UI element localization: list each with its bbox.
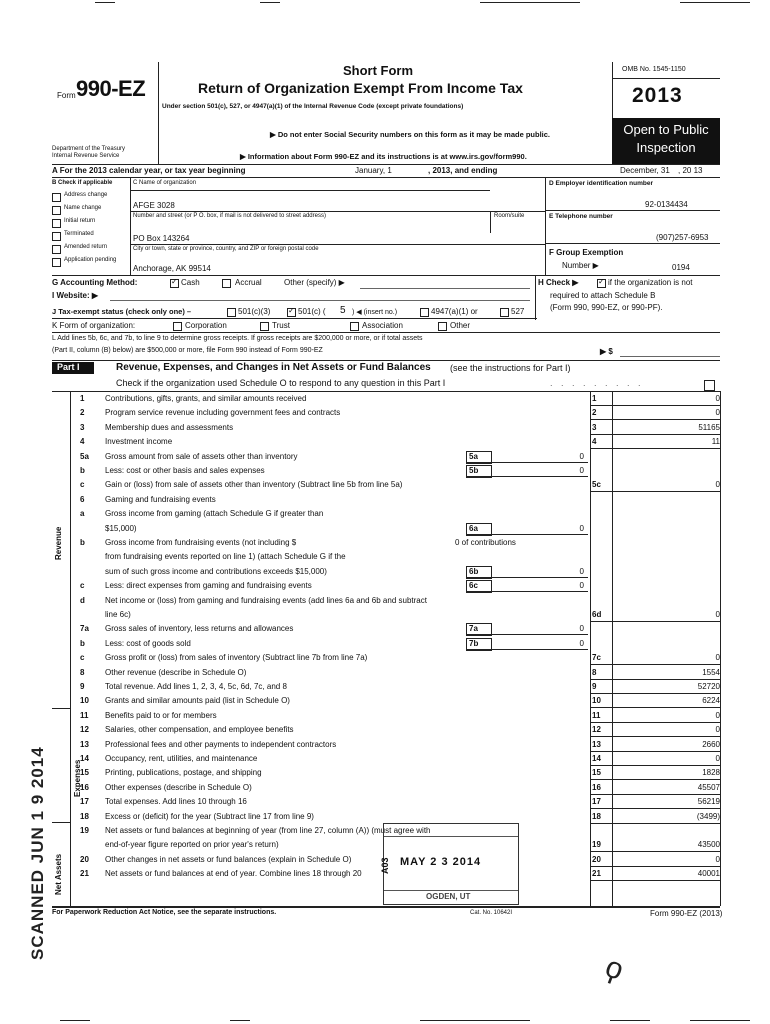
line-rule [590,621,720,622]
section-b-item-label: Name change [64,205,102,211]
tax-exempt-label: J Tax-exempt status (check only one) – [52,307,192,316]
part1-line [70,768,720,779]
part1-line [70,668,720,679]
received-stamp [380,823,519,905]
part1-tag-text: Part I [57,362,80,372]
inner-amount-field[interactable]: 0 [579,624,584,634]
line-amount-field[interactable]: 43500 [697,840,720,850]
part1-line [70,452,720,463]
group-exemption-number[interactable]: 0194 [672,263,690,272]
line-number: 5a [80,451,89,461]
inner-box-label: 6b [466,566,492,579]
open-public-label: Open to Public [623,122,709,137]
line-label: Gross income from gaming (attach Schedule G if greater than [105,509,324,519]
line-amount-field[interactable]: 11 [711,437,720,447]
section-b-item-label: Application pending [64,257,117,263]
schedule-b-checkbox[interactable] [597,279,606,288]
cash-label: Cash [181,278,200,287]
line-amount-field[interactable]: 2660 [702,739,720,749]
inner-amount-field[interactable]: 0 [579,566,584,576]
accounting-method-label: G Accounting Method: [52,278,138,287]
line-label: Membership dues and assessments [105,422,234,432]
stamp-code: A03 [380,857,390,874]
inner-amount-field[interactable]: 0 [579,638,584,648]
group-exemption-label: F Group Exemption [549,248,624,257]
line-box-label: 6d [592,610,602,619]
line-amount-field[interactable]: 0 [715,854,720,864]
part1-line [70,524,720,535]
line-label-tail: 0 of contributions [455,538,516,547]
section-b-item-label: Terminated [64,231,94,237]
row-l-line1: L Add lines 5b, 6c, and 7b, to line 9 to determine gross receipts. If gross receipts are $200,000 or more, or if total assets [52,335,423,342]
tax-year-end[interactable]: December, 31 [620,166,670,175]
stamp-city: OGDEN, UT [426,892,471,901]
line-box-label: 20 [592,854,601,864]
association-checkbox[interactable] [350,322,359,331]
expenses-side-label: Expenses [73,759,82,797]
501c-number[interactable]: 5 [340,305,346,316]
line-label: Less: direct expenses from gaming and fundraising events [105,581,312,591]
line-number: 15 [80,768,89,778]
501c3-label: 501(c)(3) [238,307,271,316]
line-number: b [80,538,85,547]
line-rule [590,794,720,795]
527-checkbox[interactable] [500,308,509,317]
line-label: Salaries, other compensation, and employee benefits [105,725,294,735]
under-section: Under section 501(c), 527, or 4947(a)(1) of the Internal Revenue Code (except private foundations) [162,103,464,110]
group-number-label: Number ▶ [562,261,599,270]
line-number: a [80,509,85,519]
line-label: Total expenses. Add lines 10 through 16 [105,797,247,807]
501c-label: 501(c) ( [298,307,326,316]
inner-box-label: 5b [466,465,492,478]
part1-line [70,754,720,765]
line-rule [590,751,720,752]
line-number: 10 [80,696,89,706]
line-label: line 6c) [105,610,131,619]
line-rule [590,851,720,852]
association-label: Association [362,321,403,330]
line-label: Net assets or fund balances at beginning of year (from line 27, column (A)) (must agree with [105,826,431,835]
section-b-item-label: Initial return [64,218,96,224]
line-number: 6 [80,494,85,504]
section-b-title: B Check if applicable [52,180,113,186]
line-rule [590,808,720,809]
line-amount-field[interactable]: 0 [715,408,720,418]
ein-label: D Employer identification number [549,180,654,187]
line-box-label: 1 [592,394,597,403]
net-assets-side-label: Net Assets [54,853,63,895]
line-label: from fundraising events reported on line 1) (attach Schedule G if the [105,552,346,562]
line-number: 16 [80,782,89,792]
section-b-checkbox[interactable] [52,206,61,215]
inner-box-rule [466,649,588,650]
h-check-label: H Check ▶ [538,278,579,287]
part1-line [70,423,720,434]
handwritten-mark: ϙ [601,950,628,987]
line-label: Professional fees and other payments to independent contractors [105,739,337,749]
footer-form: Form 990-EZ (2013) [650,909,723,918]
other-org-label: Other [450,321,471,330]
trust-checkbox[interactable] [260,322,269,331]
inner-box-label: 5a [466,451,492,464]
scan-artifact [260,2,280,3]
line-label: Benefits paid to or for members [105,710,217,720]
line-number: 19 [80,826,89,835]
part1-line [70,696,720,707]
line-amount-field[interactable]: 0 [715,394,720,403]
org-name-field[interactable]: AFGE 3028 [133,201,175,210]
part1-title-tail: (see the instructions for Part I) [450,363,571,373]
inner-amount-field[interactable]: 0 [579,466,584,475]
open-to-public-box [612,118,720,164]
scan-artifact [95,2,115,3]
line-amount-field[interactable]: (3499) [696,811,720,821]
line-label: sum of such gross income and contributions exceeds $15,000) [105,566,327,576]
section-b-checkbox[interactable] [52,232,61,241]
4947-checkbox[interactable] [420,308,429,317]
line-label: Investment income [105,437,173,447]
part1-line [70,596,720,607]
section-b-checkbox[interactable] [52,258,61,267]
line-number: c [80,653,85,663]
line-amount-field[interactable]: 1828 [702,768,720,778]
scan-artifact [480,2,580,3]
line-label: Gross amount from sale of assets other than inventory [105,451,298,461]
line-amount-field[interactable]: 0 [715,725,720,735]
line-box-label: 13 [592,739,601,749]
line-amount-field[interactable]: 45507 [697,782,720,792]
inner-box-label: 7a [466,623,492,636]
line-rule [590,722,720,723]
irs-label: Internal Revenue Service [52,153,120,159]
part1-line [70,480,720,491]
tax-year: 2013 [632,84,683,107]
inner-box-rule [466,634,588,635]
other-method-label: Other (specify) ▶ [284,278,345,287]
dot-leader: . . . . . . . . . [550,378,644,388]
line-label: Other expenses (describe in Schedule O) [105,782,252,792]
line-rule [590,880,720,881]
city-field[interactable]: Anchorage, AK 99514 [133,264,211,273]
section-b-checkbox[interactable] [52,219,61,228]
insert-no-label: ) ◀ (insert no.) [352,309,398,316]
room-suite-label: Room/suite [494,213,525,219]
part1-line [70,495,720,506]
inner-amount-field[interactable]: 0 [579,451,584,461]
line-box-label: 7c [592,653,601,663]
line-amount-field[interactable]: 0 [715,710,720,720]
part1-line [70,725,720,736]
line-label: Net income or (loss) from gaming and fundraising events (add lines 6a and 6b and subtract [105,595,427,605]
line-label: Other revenue (describe in Schedule O) [105,667,247,677]
line-rule [590,693,720,694]
part1-line [70,538,720,549]
line-rule [590,823,720,824]
line-number: 7a [80,624,89,634]
section-b-item-label: Amended return [64,244,108,250]
corporation-label: Corporation [185,321,227,330]
line-amount-field[interactable]: 56219 [697,797,720,807]
tax-year-begin[interactable]: January, 1 [355,166,392,175]
section-b-item-label: Address change [64,192,108,198]
line-amount-field[interactable]: 6224 [702,696,720,706]
dept-treasury: Department of the Treasury [52,146,126,152]
line-box-label: 2 [592,408,597,418]
line-label: Gain or (loss) from sale of assets other than inventory (Subtract line 5b from line 5a) [105,480,403,490]
line-number: 9 [80,682,85,691]
line-rule [590,664,720,665]
inner-box-rule [466,591,588,592]
line-amount-field[interactable]: 1554 [702,667,720,677]
line-amount-field[interactable]: 51165 [698,422,720,432]
part1-line [70,466,720,477]
part1-line [70,740,720,751]
line-box-label: 18 [592,811,601,821]
line-number: 1 [80,394,85,403]
phone-label: E Telephone number [549,213,613,220]
inner-box-label: 6a [466,523,492,536]
inner-amount-field[interactable]: 0 [579,581,584,591]
line-label: Less: cost or other basis and sales expenses [105,466,265,475]
form-prefix: Form [57,91,76,100]
cash-checkbox[interactable] [170,279,179,288]
line-number: c [80,581,85,591]
street-field[interactable]: PO Box 143264 [133,234,190,243]
ssn-warning: ▶ Do not enter Social Security numbers on this form as it may be made public. [270,130,550,139]
line-box-label: 16 [592,782,601,792]
accrual-label: Accrual [235,278,262,287]
ein-field[interactable]: 92-0134434 [645,200,688,209]
website-label: I Website: ▶ [52,291,99,300]
line-box-label: 17 [592,797,601,807]
city-label: City or town, state or province, country, and ZIP or foreign postal code [133,246,319,252]
line-number: c [80,480,85,490]
form-of-org-label: K Form of organization: [52,321,136,330]
other-org-checkbox[interactable] [438,322,447,331]
part1-title: Revenue, Expenses, and Changes in Net Assets or Fund Balances [116,362,431,373]
inner-box-label: 6c [466,580,492,593]
line-amount-field[interactable]: 0 [715,480,720,490]
tax-year-end-year: , 20 13 [678,166,703,175]
line-rule [590,866,720,867]
part1-line [70,783,720,794]
line-rule [590,419,720,420]
line-label: Gross sales of inventory, less returns and allowances [105,624,294,634]
line-rule [590,736,720,737]
inner-box-label: 7b [466,638,492,651]
part1-line [70,610,720,621]
inner-box-rule [466,577,588,578]
501c-checkbox[interactable] [287,308,296,317]
line-label: Contributions, gifts, grants, and similar amounts received [105,394,307,403]
line-box-label: 19 [592,840,601,850]
line-number: b [80,466,85,475]
line-amount-field[interactable]: 40001 [697,869,720,879]
line-box-label: 14 [592,754,601,763]
scanned-stamp: SCANNED JUN 1 9 2014 [28,746,47,960]
line-label: Gross profit or (loss) from sales of inventory (Subtract line 7b from line 7a) [105,653,368,663]
stamp-date: MAY 2 3 2014 [400,856,482,868]
accrual-checkbox[interactable] [222,279,231,288]
527-label: 527 [511,307,525,316]
part1-line [70,711,720,722]
line-box-label: 21 [592,869,601,879]
line-box-label: 9 [592,682,597,691]
part1-line [70,394,720,405]
line-label: Less: cost of goods sold [105,638,191,648]
scan-artifact [680,2,750,3]
h-line3: (Form 990, 990-EZ, or 990-PF). [550,303,663,312]
line-rule [590,434,720,435]
line-label: Occupancy, rent, utilities, and maintenance [105,754,258,763]
line-amount-field[interactable]: 0 [715,754,720,763]
line-box-label: 5c [592,480,601,490]
schedule-o-check-line: Check if the organization used Schedule O to respond to any question in this Part I [116,378,446,388]
h-line2: required to attach Schedule B [550,291,656,300]
line-number: 12 [80,725,89,735]
line-number: 4 [80,437,85,447]
part1-line [70,639,720,650]
trust-label: Trust [272,321,290,330]
part1-line [70,624,720,635]
line-number: d [80,595,85,605]
line-box-label: 3 [592,422,597,432]
footer-paperwork: For Paperwork Reduction Act Notice, see the separate instructions. [52,909,277,916]
line-amount-field[interactable]: 0 [715,610,720,619]
line-number: 18 [80,811,89,821]
line-rule [590,491,720,492]
footer-cat: Cat. No. 10642I [470,910,513,916]
line-box-label: 4 [592,437,597,447]
4947-label: 4947(a)(1) or [431,307,478,316]
phone-field[interactable]: (907)257-6953 [656,233,709,242]
line-label: $15,000) [105,523,137,533]
part1-line [70,509,720,520]
line-number: 17 [80,797,89,807]
part1-tag [52,362,94,374]
form-number: 990-EZ [76,76,146,101]
omb-number: OMB No. 1545-1150 [622,66,686,73]
line-number: b [80,638,85,648]
info-line: ▶ Information about Form 990-EZ and its instructions is at www.irs.gov/form990. [240,152,527,161]
section-b-checkbox[interactable] [52,245,61,254]
inner-box-rule [466,476,588,477]
line-rule [590,448,720,449]
line-number: 2 [80,408,85,418]
row-a-label: A For the 2013 calendar year, or tax year beginning [52,166,246,175]
part1-line [70,437,720,448]
row-a-mid: , 2013, and ending [428,166,498,175]
line-rule [590,765,720,766]
line-label: Total revenue. Add lines 1, 2, 3, 4, 5c, 6d, 7c, and 8 [105,682,287,691]
row-l-arrow: ▶ $ [600,347,613,356]
line-label: end-of-year figure reported on prior year's return) [105,840,279,850]
line-number: 13 [80,739,89,749]
501c3-checkbox[interactable] [227,308,236,317]
line-number: 3 [80,422,85,432]
line-amount-field[interactable]: 52720 [697,682,720,691]
line-rule [590,707,720,708]
part1-line [70,567,720,578]
inner-box-rule [466,462,588,463]
row-l-line2: (Part II, column (B) below) are $500,000 or more, file Form 990 instead of Form 990-EZ [52,347,323,354]
line-box-label: 11 [592,710,601,720]
line-number: 11 [80,710,89,720]
line-rule [590,779,720,780]
inner-box-rule [466,534,588,535]
corporation-checkbox[interactable] [173,322,182,331]
title-main: Short Form [343,63,414,78]
part1-line [70,653,720,664]
line-rule [590,405,720,406]
line-number: 8 [80,667,85,677]
part1-line [70,408,720,419]
org-name-label: C Name of organization [133,180,197,186]
part1-line [70,797,720,808]
schedule-o-checkbox[interactable] [704,380,715,391]
line-number: 21 [80,869,89,879]
street-label: Number and street (or P O. box, if mail is not delivered to street address) [133,213,326,219]
line-amount-field[interactable]: 0 [715,653,720,663]
line-number: 20 [80,854,89,864]
part1-line [70,552,720,563]
revenue-side-label: Revenue [54,526,63,560]
line-label: Other changes in net assets or fund balances (explain in Schedule O) [105,854,352,864]
line-label: Excess or (deficit) for the year (Subtract line 17 from line 9) [105,811,314,821]
title-sub: Return of Organization Exempt From Income Tax [198,80,523,96]
inspection-label: Inspection [636,140,696,155]
line-label: Gross income from fundraising events (not including $ [105,538,297,547]
line-number: 14 [80,754,89,763]
part1-line [70,581,720,592]
inner-amount-field[interactable]: 0 [579,523,584,533]
line-label: Grants and similar amounts paid (list in Schedule O) [105,696,290,706]
line-label: Gaming and fundraising events [105,494,216,504]
part1-line [70,682,720,693]
h-line1b: if the organization is not [608,278,693,287]
line-box-label: 10 [592,696,601,706]
line-label: Program service revenue including government fees and contracts [105,408,341,418]
line-box-label: 8 [592,667,597,677]
line-rule [590,679,720,680]
line-box-label: 15 [592,768,601,778]
line-box-label: 12 [592,725,601,735]
line-label: Printing, publications, postage, and shipping [105,768,262,778]
part1-line [70,812,720,823]
section-b-checkbox[interactable] [52,193,61,202]
line-label: Net assets or fund balances at end of year. Combine lines 18 through 20 [105,869,362,879]
